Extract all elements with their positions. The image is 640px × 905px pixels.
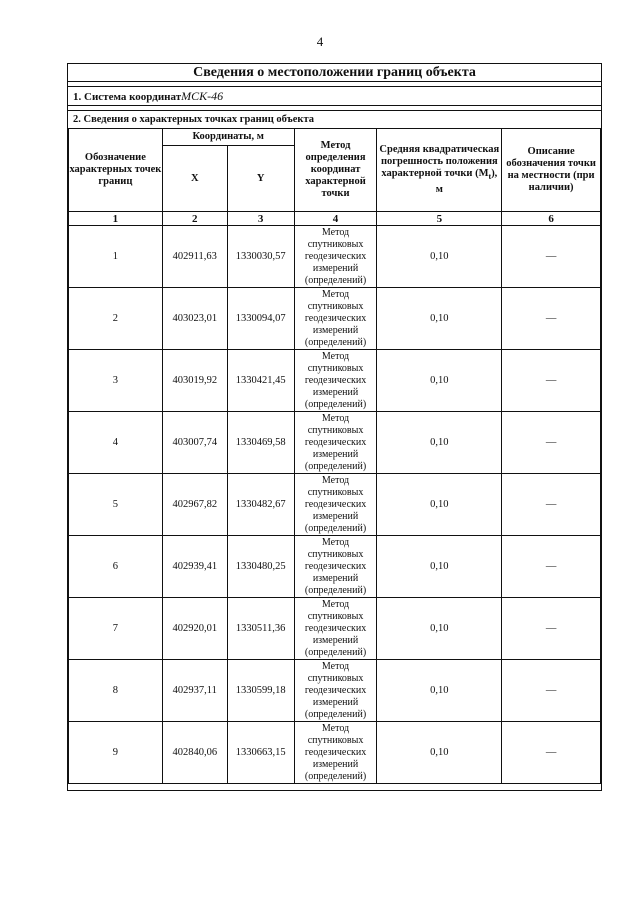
coord-y: 1330480,25 bbox=[227, 536, 294, 598]
column-number: 5 bbox=[377, 212, 502, 226]
point-number: 3 bbox=[69, 350, 163, 412]
error-value: 0,10 bbox=[377, 598, 502, 660]
header-coords: Координаты, м bbox=[162, 129, 294, 146]
coord-y: 1330599,18 bbox=[227, 660, 294, 722]
error-value: 0,10 bbox=[377, 722, 502, 784]
header-designation: Обозначение характерных точек границ bbox=[69, 129, 163, 212]
coord-x: 403019,92 bbox=[162, 350, 227, 412]
coord-x: 402920,01 bbox=[162, 598, 227, 660]
coordinate-system-row bbox=[68, 86, 601, 106]
header-error: Средняя квадратическая погрешность положения характерной точки $(M_t)$, м bbox=[377, 129, 502, 212]
points-section-title: 2. Сведения о характерных точках границ объекта bbox=[68, 110, 601, 128]
document-title: Сведения о местоположении границ объекта bbox=[68, 64, 601, 82]
method: Метод спутниковых геодезических измерений (определений) bbox=[294, 536, 377, 598]
coord-y: 1330511,36 bbox=[227, 598, 294, 660]
table-row bbox=[69, 412, 601, 474]
error-value: 0,10 bbox=[377, 474, 502, 536]
error-value: 0,10 bbox=[377, 226, 502, 288]
point-number: 9 bbox=[69, 722, 163, 784]
coord-y: 1330482,67 bbox=[227, 474, 294, 536]
point-number: 5 bbox=[69, 474, 163, 536]
method: Метод спутниковых геодезических измерений (определений) bbox=[294, 722, 377, 784]
table-row bbox=[69, 722, 601, 784]
point-number: 8 bbox=[69, 660, 163, 722]
table-row bbox=[69, 536, 601, 598]
column-number: 1 bbox=[69, 212, 163, 226]
document-frame bbox=[67, 63, 602, 791]
table-row bbox=[69, 598, 601, 660]
column-numbers-row bbox=[69, 212, 601, 226]
point-number: 6 bbox=[69, 536, 163, 598]
coord-x: 402939,41 bbox=[162, 536, 227, 598]
description: — bbox=[502, 474, 601, 536]
error-value: 0,10 bbox=[377, 660, 502, 722]
coord-x: 403023,01 bbox=[162, 288, 227, 350]
header-x: X bbox=[162, 146, 227, 212]
method: Метод спутниковых геодезических измерений (определений) bbox=[294, 226, 377, 288]
point-number: 7 bbox=[69, 598, 163, 660]
error-value: 0,10 bbox=[377, 288, 502, 350]
point-number: 1 bbox=[69, 226, 163, 288]
description: — bbox=[502, 660, 601, 722]
description: — bbox=[502, 350, 601, 412]
description: — bbox=[502, 226, 601, 288]
description: — bbox=[502, 536, 601, 598]
coord-y: 1330030,57 bbox=[227, 226, 294, 288]
method: Метод спутниковых геодезических измерений (определений) bbox=[294, 474, 377, 536]
description: — bbox=[502, 598, 601, 660]
table-row bbox=[69, 474, 601, 536]
point-number: 4 bbox=[69, 412, 163, 474]
coord-x: 402967,82 bbox=[162, 474, 227, 536]
method: Метод спутниковых геодезических измерений (определений) bbox=[294, 350, 377, 412]
coord-y: 1330469,58 bbox=[227, 412, 294, 474]
method: Метод спутниковых геодезических измерений (определений) bbox=[294, 288, 377, 350]
points-table bbox=[68, 128, 601, 784]
column-number: 4 bbox=[294, 212, 377, 226]
coordinate-system-value: МСК-46 bbox=[181, 89, 224, 103]
header-description: Описание обозначения точки на местности (при наличии) bbox=[502, 129, 601, 212]
coord-x: 402840,06 bbox=[162, 722, 227, 784]
method: Метод спутниковых геодезических измерений (определений) bbox=[294, 598, 377, 660]
coord-y: 1330094,07 bbox=[227, 288, 294, 350]
coord-x: 402937,11 bbox=[162, 660, 227, 722]
table-row bbox=[69, 288, 601, 350]
table-row bbox=[69, 660, 601, 722]
header-method: Метод определения координат характерной точки bbox=[294, 129, 377, 212]
column-number: 3 bbox=[227, 212, 294, 226]
coord-x: 403007,74 bbox=[162, 412, 227, 474]
coord-x: 402911,63 bbox=[162, 226, 227, 288]
coord-y: 1330421,45 bbox=[227, 350, 294, 412]
table-row bbox=[69, 226, 601, 288]
error-value: 0,10 bbox=[377, 412, 502, 474]
coord-y: 1330663,15 bbox=[227, 722, 294, 784]
table-row bbox=[69, 350, 601, 412]
method: Метод спутниковых геодезических измерений (определений) bbox=[294, 660, 377, 722]
error-value: 0,10 bbox=[377, 536, 502, 598]
column-number: 6 bbox=[502, 212, 601, 226]
description: — bbox=[502, 722, 601, 784]
column-number: 2 bbox=[162, 212, 227, 226]
page-number: 4 bbox=[316, 34, 324, 49]
error-value: 0,10 bbox=[377, 350, 502, 412]
method: Метод спутниковых геодезических измерений (определений) bbox=[294, 412, 377, 474]
coordinate-system-label: 1. Система координат bbox=[73, 91, 182, 103]
point-number: 2 bbox=[69, 288, 163, 350]
header-y: Y bbox=[227, 146, 294, 212]
description: — bbox=[502, 288, 601, 350]
description: — bbox=[502, 412, 601, 474]
